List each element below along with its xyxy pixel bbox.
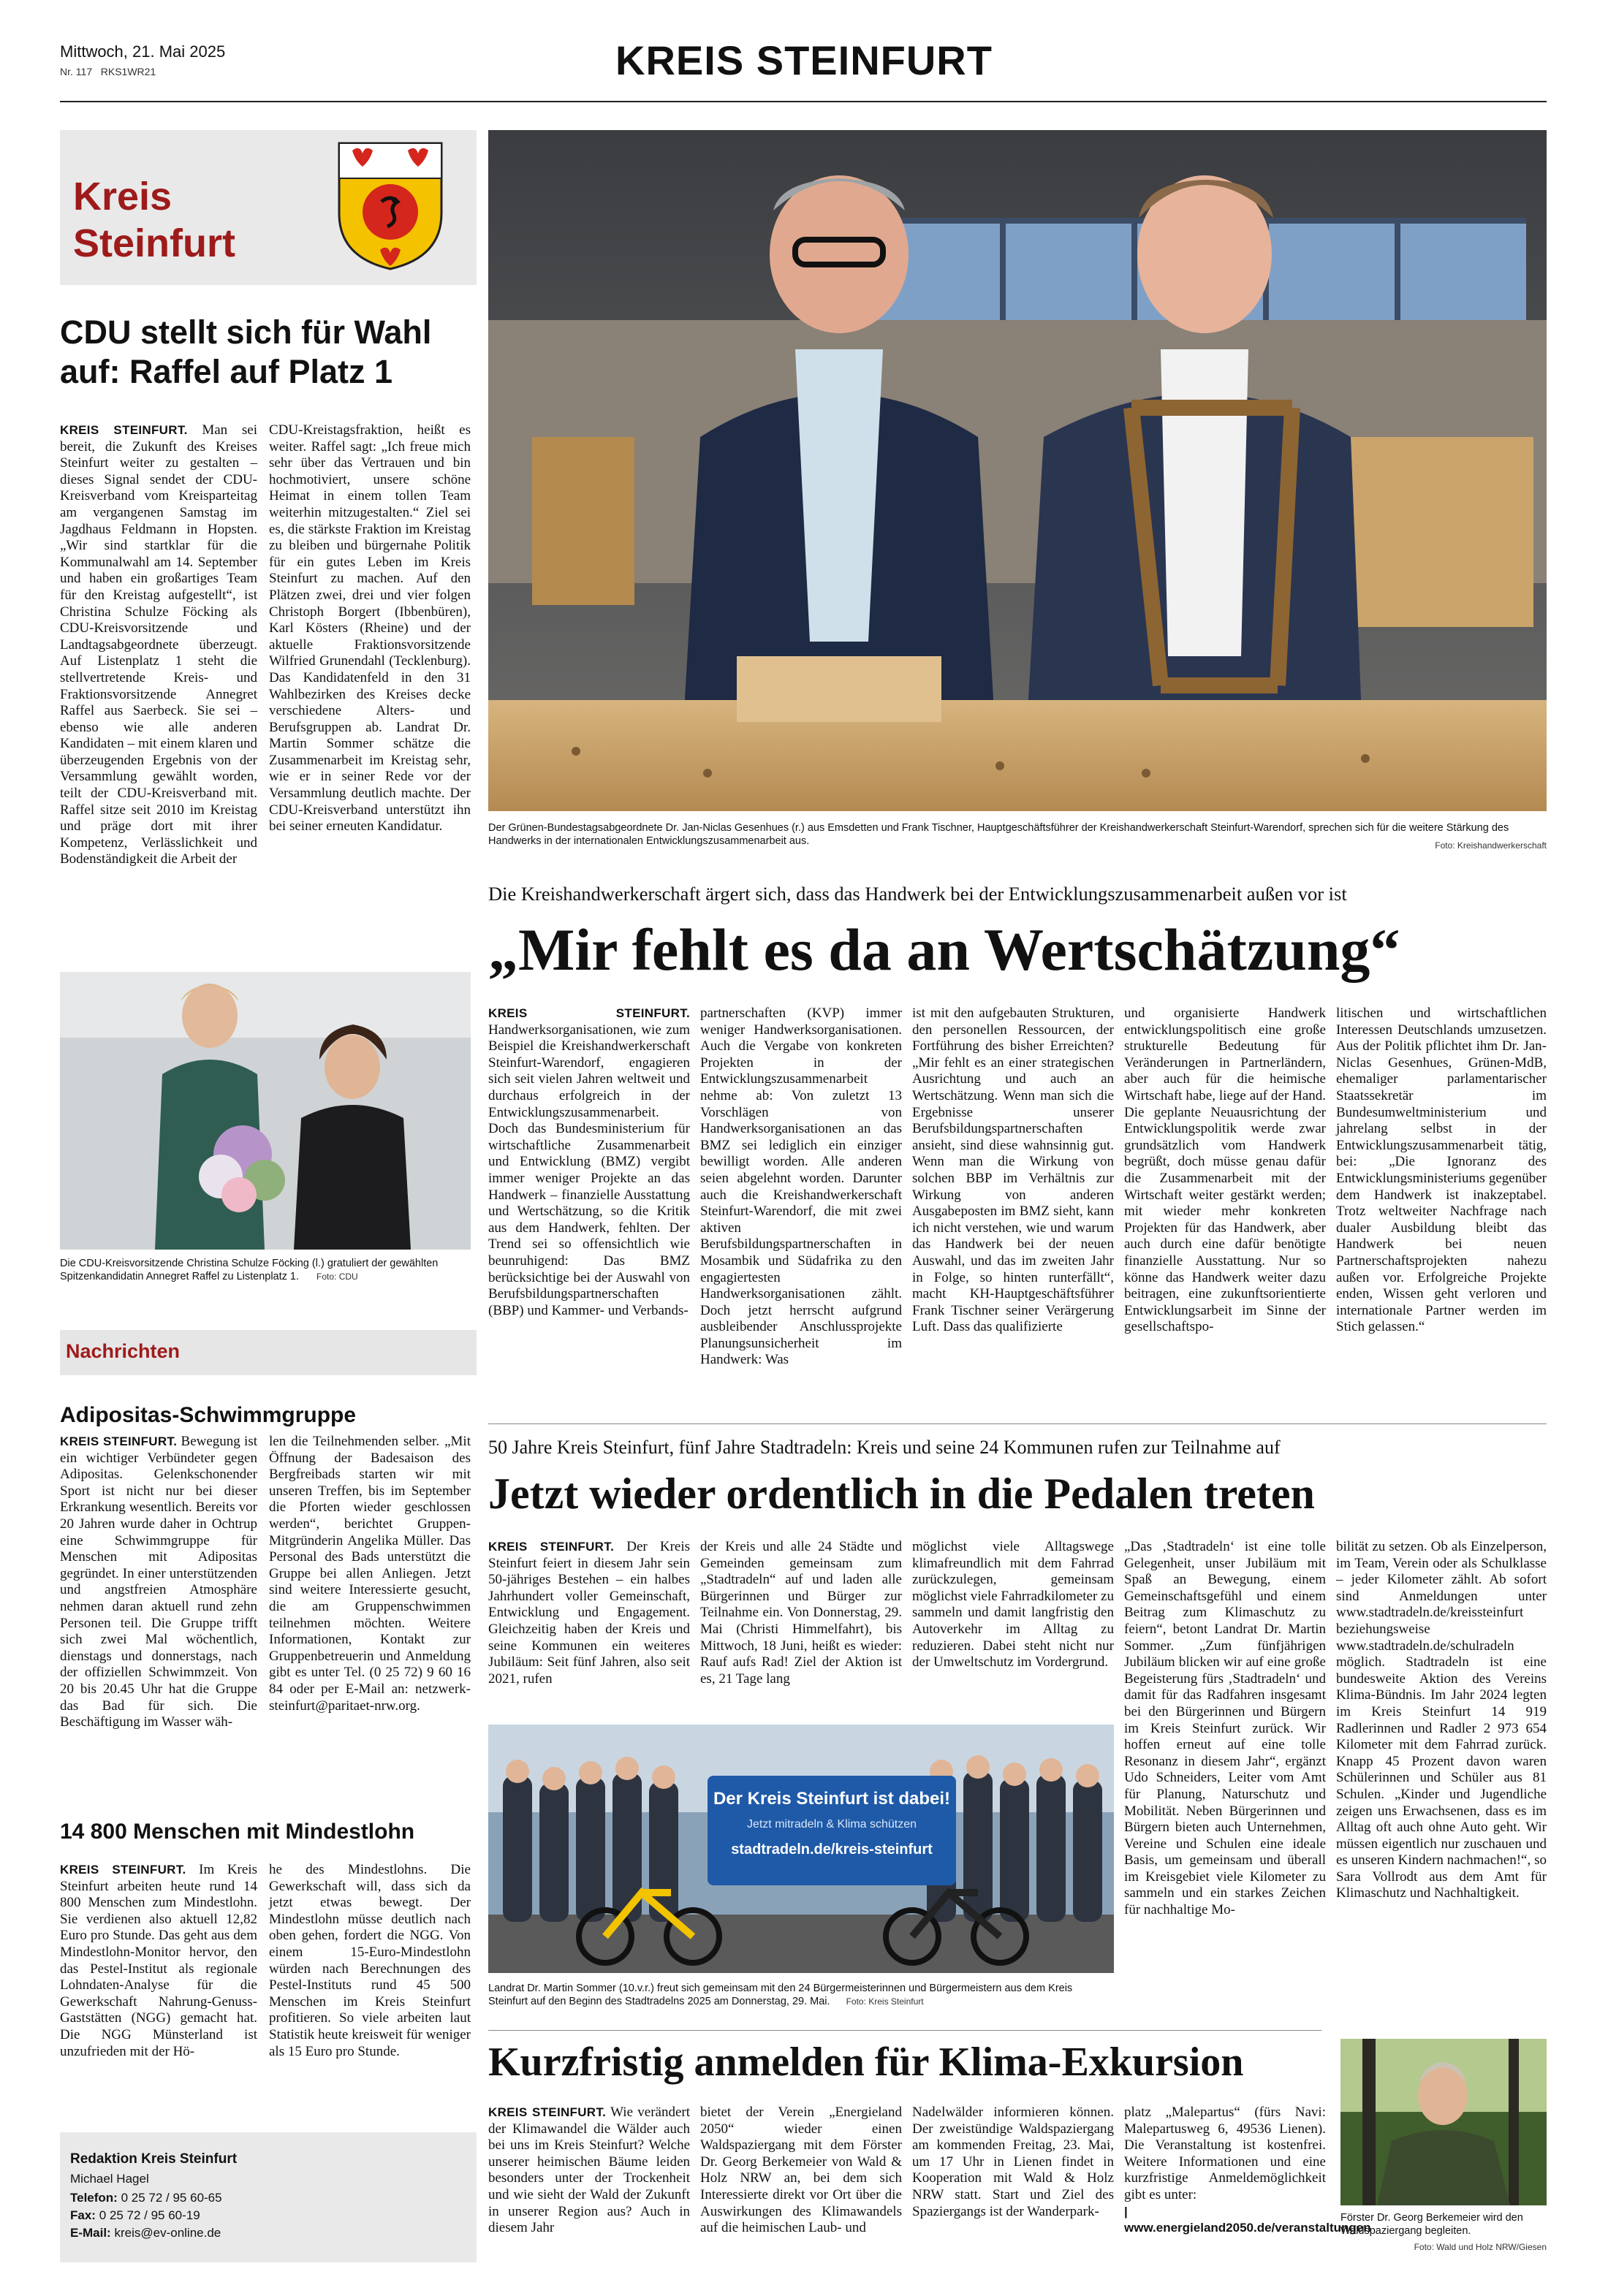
- handwerk-text-2: partnerschaften (KVP) immer weniger Handwerksorganisationen. Auch die Vergabe von konkreten Projekten in der Entwicklungszusammenarbeit nehme ab: Von zuletzt 13 Vorschlägen von Handwerksorganisationen an das BMZ sei lediglich ein einziger bewilligt worden. Alle anderen seien abgelehnt worden. Darunter auch die Kreishandwerkerschaft Steinfurt-Warendorf, die mit zwei aktiven Berufsbildungspartnerschaften in Mosambik und Südafrika zu den engagiertesten Handwerksorganisationen zählt. Doch jetzt herrscht aufgrund ausbleibender Anschlussprojekte Planungsunsicherheit im Handwerk: Was: [700, 1006, 902, 1368]
- stadtradeln-col3: [912, 1539, 1114, 1714]
- stadtradeln-kicker: 50 Jahre Kreis Steinfurt, fünf Jahre Stadtradeln: Kreis und seine 24 Kommunen rufen zur Teilnahme auf: [488, 1437, 1281, 1458]
- mindestlohn-text-1: Im Kreis Steinfurt arbeiten heute rund 14 800 Menschen zum Mindestlohn. Sie verdienen also aktuell 12,82 Euro pro Stunde. Das geht aus dem Mindestlohn-Monitor hervor, den das Pestel-Institut als regionale Lohndaten-Analyse für die Gewerkschaft Nahrung-Genuss-Gaststätten (NGG) gemacht hat. Die NGG Münsterland ist unzufrieden mit der Hö-: [60, 1862, 257, 2059]
- stadtradeln-text-1: Der Kreis Steinfurt feiert in diesem Jahr sein 50-jähriges Bestehen – ein halbes Jahrhundert voller Gemeinschaft, Entwicklung und Engagement. Gleichzeitig haben der Kreis und seine Kommunen ein weiteres Jubiläum: Seit fünf Jahren, also seit 2021, rufen: [488, 1539, 691, 1687]
- klima-col2: [700, 2105, 902, 2265]
- cdu-credit: Foto: CDU: [316, 1271, 358, 1282]
- klima-credit: Foto: Wald und Holz NRW/Giesen: [1414, 2242, 1547, 2252]
- handwerk-dateline: KREIS STEINFURT.: [488, 1006, 690, 1020]
- stadtradeln-text-3: möglichst viele Alltagswege klimafreundlich mit dem Fahrrad zurückzulegen, gemeinsam möglichst viele Fahrradkilometer zu sammeln und damit langfristig den Autoverkehr im Alltag zu reduzieren. Dabei steht nicht nur der Umweltschutz im Vordergrund.: [912, 1539, 1114, 1670]
- stadtradeln-col5: [1336, 1539, 1547, 2036]
- handwerk-text-5: litischen und wirtschaftlichen Interessen Deutschlands umzusetzen. Aus der Politik pflichtet ihm Dr. Jan-Niclas Gesenhues, Grünen-MdB, ehemaliger parlamentarischer Staatssekretär im Bundesumweltministerium und jahrelang selbst in der Entwicklungszusammenarbeit tätig, bei: „Die Ignoranz des Entwicklungsministeriums gegenüber dem Handwerk ist inakzeptabel. Trotz weltweiter Nachfrage nach dualer Ausbildung bleibt das Handwerk bei neuen Partnerschaftsprojekten nahezu außen vor. Erfolgreiche Projekte enden, Wissen geht verloren und internationale Partner werden im Stich gelassen.“: [1336, 1006, 1547, 1335]
- kreis-box-title-line2: Steinfurt: [73, 221, 235, 265]
- redaktion-fax-label: Fax:: [70, 2208, 96, 2222]
- redaktion-email-row: [70, 2226, 221, 2240]
- banner-line2: Jetzt mitradeln & Klima schützen: [746, 1818, 917, 1831]
- redaktion-email-label: E-Mail:: [70, 2226, 111, 2240]
- klima-col3: [912, 2105, 1114, 2265]
- redaktion-title: Redaktion Kreis Steinfurt: [70, 2151, 238, 2167]
- redaktion-fax-row: [70, 2208, 200, 2223]
- stadtradeln-col1: [488, 1539, 690, 1714]
- redaktion-phone: 0 25 72 / 95 60-65: [121, 2191, 222, 2205]
- section-title: KREIS STEINFURT: [615, 37, 993, 83]
- redaktion-email[interactable]: kreis@ev-online.de: [114, 2226, 221, 2240]
- mindestlohn-col2: [269, 1862, 471, 2110]
- coat-of-arms-icon: [336, 140, 444, 270]
- cdu-headline: CDU stellt sich für Wahl auf: Raffel auf Platz 1: [60, 313, 432, 390]
- cdu-caption: [60, 1257, 471, 1283]
- klima-caption: Förster Dr. Georg Berkemeier wird den Waldspaziergang begleiten.: [1340, 2212, 1523, 2237]
- redaktion-fax: 0 25 72 / 95 60-19: [99, 2208, 200, 2222]
- masthead-rule: [60, 101, 1547, 102]
- redaktion-name: Michael Hagel: [70, 2172, 149, 2186]
- stadtradeln-text-2: der Kreis und alle 24 Städte und Gemeinden gemeinsam zum „Stadtradeln“ auf und laden alle Bürgerinnen und Bürger zur Teilnahme ein. Von Donnerstag, 29. Mai (Christi Himmelfahrt), bis Mittwoch, 18 Juni, heißt es wieder: Rauf aufs Rad! Ziel der Aktion ist es, 21 Tage lang: [700, 1539, 902, 1687]
- klima-col4: [1124, 2105, 1371, 2265]
- handwerk-col2: [700, 1006, 902, 1415]
- klima-link[interactable]: | www.energieland2050.de/veranstaltungen: [1124, 2204, 1371, 2235]
- handwerk-text-4: und organisierte Handwerk entwicklungspolitisch eine große strukturelle Bedeutung für Veränderungen in Partnerländern, aber auch für die heimische Wirtschaft habe, liege auf der Hand. Die geplante Neuausrichtung der Entwicklungspolitik werde zwar grundsätzlich vom Handwerk begrüßt, doch müsse genau dafür die Zusammenarbeit mit der Wirtschaft weiter gestärkt werden; mit wieder mehr konkreten Projekten für das Handwerk, aber auch durch eine dafür benötigte finanzielle Ausstattung. Nur so könne das Handwerk weiter dazu beitragen, eine zukunftsorientierte Entwicklungsarbeit im Sinne der gesellschaftspo-: [1124, 1006, 1326, 1335]
- stadtradeln-caption-text: Landrat Dr. Martin Sommer (10.v.r.) freut sich gemeinsam mit den 24 Bürgermeisterinnen und Bürgermeistern aus dem Kreis Steinfurt auf den Beginn des Stadtradelns 2025 am Donnerstag, 29. Mai.: [488, 1983, 1073, 2007]
- stadtradeln-text-5: bilität zu setzen. Ob als Einzelperson, im Team, Verein oder als Schulklasse – jeder Kilometer zählt. Ab sofort sind Anmeldungen unter www.stadtradeln.de/kreissteinfurt beziehungsweise www.stadtradeln.de/schulradeln möglich. Stadtradeln ist eine bundesweite Aktion des Vereins Klima-Bündnis. Im Jahr 2024 legten im Kreis Steinfurt 14 919 Radlerinnen und Radler 2 973 654 Kilometer mit dem Fahrrad zurück. Knapp 45 Prozent davon waren Schülerinnen und Schüler aus 81 Schulen. „Kinder und Jugendliche zeigen uns Erwachsenen, dass es im Alltag oft auch ohne Auto geht. Wir müssen eigentlich nur zuschauen und es unseren Kindern nachmachen!“, so Sara Vollrodt aus dem Amt für Klimaschutz und Nachhaltigkeit.: [1336, 1539, 1547, 1901]
- klima-text-4: platz „Malepartus“ (fürs Navi: Malepartusweg 6, 49536 Lienen). Die Veranstaltung ist kostenfrei. Weitere Informationen und eine kurzfristige Anmeldemöglichkeit gibt es unter:: [1124, 2105, 1326, 2202]
- stadtradeln-dateline: KREIS STEINFURT.: [488, 1540, 615, 1554]
- klima-photo: [1340, 2039, 1547, 2205]
- mindestlohn-text-2: he des Mindestlohns. Die Gewerkschaft will, dass sich da jetzt etwas bewegt. Der Mindestlohn müsse deutlich nach oben gehen, fordert die NGG. Von einem 15-Euro-Mindestlohn würden nach Berechnungen des Pestel-Instituts rund 45 500 Menschen im Kreis Steinfurt profitieren. So viele arbeiten laut Statistik heute kreisweit für weniger als 15 Euro pro Stunde.: [269, 1862, 471, 2059]
- redaktion-phone-row: [70, 2191, 222, 2205]
- handwerk-col5: [1336, 1006, 1547, 1415]
- klima-text-1: Wie verändert der Klimawandel die Wälder auch bei uns im Kreis Steinfurt? Welche unserer heimischen Bäume leiden besonders unter der Trockenheit und wie sieht der Wald der Zukunft in unserer Region aus? Auch in diesem Jahr: [488, 2105, 690, 2236]
- cdu-body-col1: [60, 422, 257, 949]
- adipositas-col1: [60, 1434, 257, 1777]
- mindestlohn-headline: 14 800 Menschen mit Mindestlohn: [60, 1820, 415, 1844]
- cdu-photo: [60, 972, 471, 1250]
- nachrichten-bar: [60, 1330, 477, 1375]
- stadtradeln-text-4: „Das ‚Stadtradeln‘ ist eine tolle Gelegenheit, unser Jubiläum mit Spaß an Bewegung, einem Gemeinschaftsgefühl und einem Beitrag zum Klimaschutz zu feiern“, betont Landrat Dr. Martin Sommer. „Zum fünfjährigen Jubiläum blicken wir auf eine große Begeisterung fürs ‚Stadtradeln‘ und damit für das Radfahren insgesamt bei den Bürgerinnen und Bürgern im Kreis Steinfurt zurück. Wir hoffen erneut auf eine tolle Resonanz in diesem Jahr“, ergänzt Udo Schneiders, Leiter vom Amt für Planung, Naturschutz und Mobilität. Neben Bürgerinnen und Bürgern bieten auch Unternehmen, Vereine und Schulen eine ideale Basis, um gemeinsam und überall im Kreisgebiet viele Kilometer zu sammeln und ein starkes Zeichen für nachhaltige Mo-: [1124, 1539, 1326, 1918]
- stadtradeln-col2: [700, 1539, 902, 1714]
- stadtradeln-col4: [1124, 1539, 1326, 2036]
- masthead-issue: Nr. 117 RKS1WR21: [60, 66, 156, 77]
- kreis-box-title-line1: Kreis: [73, 175, 172, 218]
- cdu-body-col2: [269, 422, 471, 949]
- handwerk-col1: [488, 1006, 690, 1415]
- handwerk-credit: Foto: Kreishandwerkerschaft: [1435, 840, 1547, 851]
- kreis-box: [60, 130, 477, 285]
- stadtradeln-photo: [488, 1725, 1114, 1973]
- banner-line3: stadtradeln.de/kreis-steinfurt: [731, 1841, 933, 1858]
- redaktion-phone-label: Telefon:: [70, 2191, 118, 2205]
- mindestlohn-dateline: KREIS STEINFURT.: [60, 1863, 186, 1877]
- banner-line1: Der Kreis Steinfurt ist dabei!: [713, 1789, 951, 1809]
- masthead-date: Mittwoch, 21. Mai 2025: [60, 42, 226, 61]
- klima-col1: [488, 2105, 690, 2265]
- handwerk-headline: „Mir fehlt es da an Wertschätzung“: [488, 916, 1400, 983]
- cdu-text-2: CDU-Kreistagsfraktion, heißt es weiter. Raffel sagt: „Ich freue mich sehr über das Vertrauen und bin hochmotiviert, unsere schöne Heimat in einem tollen Team weiterhin mitzugestalten.“ Ziel sei es, die stärkste Fraktion im Kreistag zu bleiben und bürgernahe Politik für ein gutes Leben im Kreis Steinfurt zu machen. Auf den Plätzen zwei, drei und vier folgen Christoph Borgert (Ibbenbüren), Karl Kösters (Rheine) und der aktuelle Fraktionsvorsitzende Wilfried Grunendahl (Tecklenburg). Das Kandidatenfeld in den 31 Wahlbezirken des Kreises decke verschiedene Alters- und Berufsgruppen ab. Landrat Dr. Martin Sommer schätze die Zusammenarbeit im Kreistag sehr, wie er in seiner Rede vor der Versammlung deutlich machte. Der CDU-Kreisverband unterstützt ihn bei seiner erneuten Kandidatur.: [269, 422, 471, 835]
- handwerk-photo: [488, 130, 1547, 811]
- nachrichten-label: Nachrichten: [66, 1340, 181, 1362]
- klima-headline: Kurzfristig anmelden für Klima-Exkursion: [488, 2040, 1244, 2085]
- stadtradeln-caption: [488, 1982, 1114, 2008]
- section-divider-2: [488, 2030, 1321, 2031]
- handwerk-kicker: Die Kreishandwerkerschaft ärgert sich, dass das Handwerk bei der Entwicklungszusammenarbeit außen vor ist: [488, 883, 1347, 905]
- handwerk-col3: [912, 1006, 1114, 1415]
- handwerk-text-1: Handwerksorganisationen, wie zum Beispiel die Kreishandwerkerschaft Steinfurt-Warendorf, engagieren sich seit vielen Jahren weltweit und durchaus erfolgreich in der Entwicklungszusammenarbeit. Doch das Bundesministerium für wirtschaftliche Zusammenarbeit und Entwicklung (BMZ) vergibt immer weniger Projekte an das Handwerk – finanzielle Ausstattung und Wertschätzung, so die Kritik aus dem Handwerk, fehlten. Der Trend sei so offensichtlich wie beunruhigend: Das BMZ berücksichtige bei der Auswahl von Berufsbildungspartnerschaften (BBP) und Kammer- und Verbands-: [488, 1022, 690, 1318]
- handwerk-col4: [1124, 1006, 1326, 1415]
- adipositas-headline: Adipositas-Schwimmgruppe: [60, 1403, 357, 1427]
- cdu-caption-text: Die CDU-Kreisvorsitzende Christina Schulze Föcking (l.) gratuliert der gewählten Spitzenkandidatin Annegret Raffel zu Listenplatz 1.: [60, 1258, 439, 1282]
- redaktion-box: [60, 2132, 477, 2262]
- mindestlohn-col1: [60, 1862, 257, 2110]
- adipositas-text-2: len die Teilnehmenden selber. „Mit Öffnung der Badesaison des Bergfreibads starten wir mit unseren Treffen, bis im September die Pforten wieder geschlossen werden“, berichtet Gruppen-Mitgründerin Angelika Müller. Das Personal des Bads unterstützt die Gruppe bei allen Anliegen. Jetzt sind weitere Interessierte gesucht, die am Gruppenschwimmen teilnehmen möchten. Weitere Informationen, Kontakt zur Gruppenbetreuerin und Anmeldung gibt es unter Tel. (0 25 72) 9 60 16 84 oder per E-Mail an: netzwerk-steinfurt@paritaet-nrw.org.: [269, 1434, 471, 1714]
- klima-text-2: bietet der Verein „Energieland 2050“ wieder einen Waldspaziergang mit dem Förster Dr. Georg Berkemeier von Wald & Holz NRW an, bei dem sich Interessierte direkt vor Ort über die Auswirkungen des Klimawandels auf die heimischen Laub- und: [700, 2105, 902, 2236]
- handwerk-text-3: ist mit den aufgebauten Strukturen, den personellen Ressourcen, der Fortführung des bisher Erreichten? „Mir fehlt es an einer strategischen Ausrichtung und auch an Wertschätzung. Wenn man sich die Ergebnisse unserer Berufsbildungspartnerschaften ansieht, sind diese wahnsinnig gut. Wenn man die Wirkung von solchen BBP im Verhältnis zur Wirkung von anderen Ausgabeposten im BMZ sieht, kann ich nicht verstehen, wie und warum das Handwerk bei der neuen Auswahl, und das im zweiten Jahr in Folge, so hinten runterfällt“, macht KH-Hauptgeschäftsführer Frank Tischner seiner Verärgerung Luft. Dass das qualifizierte: [912, 1006, 1114, 1335]
- handwerk-caption: Der Grünen-Bundestagsabgeordnete Dr. Jan-Niclas Gesenhues (r.) aus Emsdetten und Frank Tischner, Hauptgeschäftsführer der Kreishandwerkerschaft Steinfurt-Warendorf, sprechen sich für die weitere Stärkung des Handwerks in der internationalen Entwicklungszusammenarbeit aus.: [488, 822, 1509, 847]
- adipositas-col2: [269, 1434, 471, 1777]
- cdu-text-1: Man sei bereit, die Zukunft des Kreises Steinfurt weiter zu gestalten – dieses Signal sendet der CDU-Kreisverband vom Kreisparteitag am vergangenen Samstag im Jagdhaus Feldmann in Hopsten. „Wir sind startklar für die Kommunalwahl am 14. September und haben ein großartiges Team für den Kreistag aufgestellt“, ist Christina Schulze Föcking als CDU-Kreisvorsitzende und Landtagsabgeordnete überzeugt. Auf Listenplatz 1 steht die stellvertretende Kreis- und Fraktionsvorsitzende Annegret Raffel aus Saerbeck. Sie sei – ebenso wie alle anderen Kandidaten – mit einem klaren und überzeugenden Ergebnis von der Versammlung gewählt worden, teilt der CDU-Kreisverband mit. Raffel sitze seit 2010 im Kreistag und präge dort mit ihrer Kompetenz, Verlässlichkeit und Bodenständigkeit die Arbeit der: [60, 422, 257, 867]
- stadtradeln-credit: Foto: Kreis Steinfurt: [846, 1996, 924, 2007]
- adipositas-dateline: KREIS STEINFURT.: [60, 1434, 178, 1448]
- cdu-dateline: KREIS STEINFURT.: [60, 423, 188, 437]
- adipositas-text-1: Bewegung ist ein wichtiger Verbündeter gegen Adipositas. Gelenkschonender Sport ist nicht nur bei dieser Erkrankung wesentlich. Bereits vor 20 Jahren wurde daher in Ochtrup eine Schwimmgruppe für Menschen mit Adipositas gegründet. In einer unterstützenden und angstfreien Atmosphäre nehmen daran aktuell rund zehn Personen teil. Die Gruppe trifft sich zwei Mal wöchentlich, dienstags und donnerstags, nach der offiziellen Schwimmzeit. Von 20 bis 20.45 Uhr hat die Gruppe das Bad für sich. Die Beschäftigung im Wasser wäh-: [60, 1434, 258, 1730]
- stadtradeln-headline: Jetzt wieder ordentlich in die Pedalen treten: [488, 1470, 1315, 1518]
- klima-dateline: KREIS STEINFURT.: [488, 2105, 607, 2119]
- klima-text-3: Nadelwälder informieren können. Der zweistündige Waldspaziergang am kommenden Freitag, 23. Mai, um 17 Uhr in Lienen findet in Kooperation mit Wald & Holz NRW statt. Start und Ziel des Spaziergangs ist der Wanderpark-: [912, 2105, 1114, 2219]
- section-divider-1: [488, 1423, 1547, 1424]
